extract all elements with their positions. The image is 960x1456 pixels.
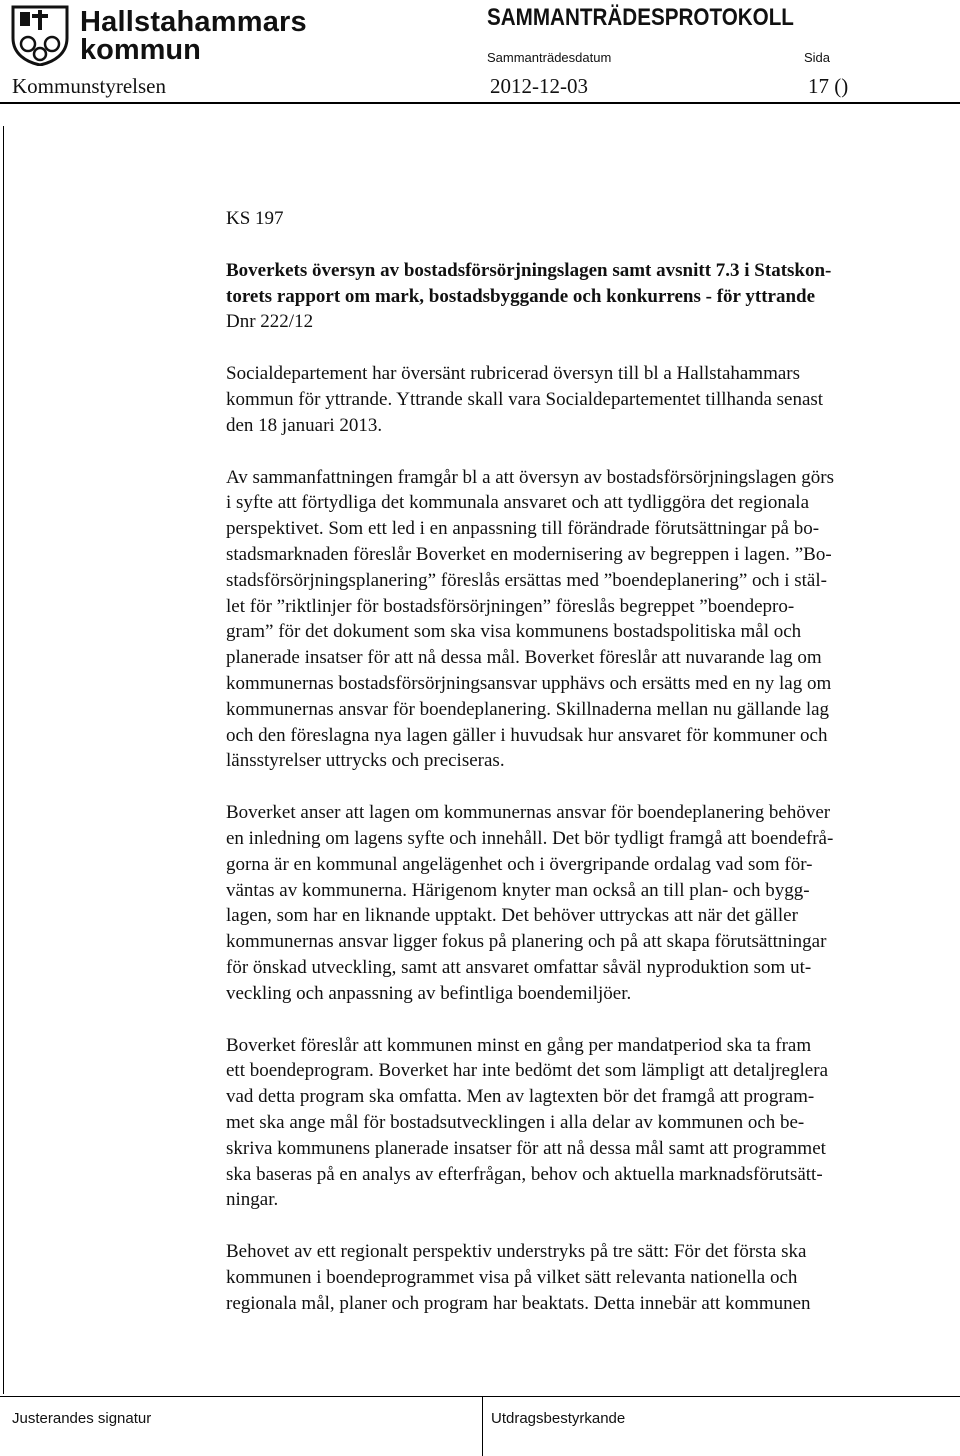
paragraph-line: lagen, som har en liknande upptakt. Det behöver uttryckas att när det gäller — [226, 905, 798, 927]
page-label: Sida — [804, 50, 831, 65]
paragraphs — [226, 361, 946, 1316]
paragraph-line: Socialdepartement har översänt rubricerad översyn till bl a Hallstahammars — [226, 363, 801, 385]
municipality-logo — [10, 4, 307, 66]
paragraph-line: väntas av kommunerna. Härigenom knyter man också an till plan- och bygg- — [226, 879, 810, 901]
paragraph — [226, 465, 946, 775]
paragraph-line: kommunen i boendeprogrammet visa på vilket sätt relevanta nationella och — [226, 1266, 798, 1288]
case-title-block — [226, 258, 946, 335]
paragraph-line: met ska ange mål för bostadsutvecklingen i alla delar av kommunen och be- — [226, 1111, 805, 1133]
meeting-date: 2012-12-03 — [490, 74, 588, 98]
footer-separator — [482, 1396, 483, 1456]
paragraph-line: let för ”riktlinjer för bostadsförsörjningen” föreslås begreppet ”boendepro- — [226, 595, 795, 617]
meeting-date-label: Sammanträdesdatum — [487, 50, 612, 65]
signature-label: Justerandes signatur — [12, 1410, 152, 1427]
paragraph-line: kommun för yttrande. Yttrande skall vara Socialdepartementet tillhanda senast — [226, 388, 824, 410]
paragraph-line: planerade insatser för att nå dessa mål. Boverket föreslår att nuvarande lag om — [226, 647, 822, 669]
paragraph-line: kommunernas ansvar ligger fokus på planering och på att skapa förutsättningar — [226, 931, 827, 953]
paragraph-line: perspektivet. Som ett led i en anpassning till förändrade förutsättningar på bo- — [226, 518, 820, 540]
paragraph-line: den 18 januari 2013. — [226, 414, 383, 436]
paragraph-line: ett boendeprogram. Boverket har inte bedömt det som lämpligt att detaljreglera — [226, 1060, 828, 1082]
organization-name: Kommunstyrelsen — [12, 74, 166, 98]
paragraph-line: skriva kommunens planerade insatser för att nå dessa mål samt att programmet — [226, 1137, 826, 1159]
footer-divider — [0, 1396, 960, 1397]
paragraph-line: vad detta program ska omfatta. Men av lagtexten bör det framgå att program- — [226, 1086, 815, 1108]
document-type: SAMMANTRÄDESPROTOKOLL — [487, 4, 794, 31]
paragraph — [226, 1239, 946, 1316]
paragraph-line: kommunernas bostadsförsörjningsansvar upphävs och ersätts med en ny lag om — [226, 672, 832, 694]
paragraph-line: och den föreslagna nya lagen gäller i huvudsak hur ansvaret för kommuner och — [226, 724, 828, 746]
paragraph-line: regionala mål, planer och program har beaktats. Detta innebär att kommunen — [226, 1292, 811, 1314]
header-divider — [0, 102, 960, 104]
case-title-line: Boverkets översyn av bostadsförsörjningslagen samt avsnitt 7.3 i Statskon- — [226, 259, 832, 281]
logo-name-line2: kommun — [80, 34, 201, 66]
left-margin-rule — [3, 126, 4, 1394]
case-diary-number: Dnr 222/12 — [226, 311, 314, 333]
paragraph — [226, 800, 946, 1006]
paragraph — [226, 1033, 946, 1214]
paragraph-line: en inledning om lagens syfte och innehåll. Det bör tydligt framgå att boendefrå- — [226, 827, 834, 849]
case-title-line: torets rapport om mark, bostadsbyggande och konkurrens - för yttrande — [226, 285, 816, 307]
document-body — [226, 206, 946, 1342]
certification-label: Utdragsbestyrkande — [491, 1410, 626, 1427]
page-number: 17 () — [808, 74, 849, 98]
paragraph — [226, 361, 946, 438]
paragraph-line: gram” för det dokument som ska visa kommunens bostadspolitiska mål och — [226, 621, 802, 643]
paragraph-line: länsstyrelser uttrycks och preciseras. — [226, 750, 505, 772]
paragraph-line: stadsförsörjningsplanering” föreslås ersättas med ”boendeplanering” och i stäl- — [226, 569, 827, 591]
paragraph-line: stadsmarknaden föreslår Boverket en modernisering av begreppen i lagen. ”Bo- — [226, 543, 832, 565]
paragraph-line: Av sammanfattningen framgår bl a att översyn av bostadsförsörjningslagen görs — [226, 466, 835, 488]
paragraph-line: i syfte att förtydliga det kommunala ansvaret och att tydliggöra det regionala — [226, 492, 810, 514]
paragraph-line: Boverket anser att lagen om kommunernas ansvar för boendeplanering behöver — [226, 802, 831, 824]
paragraph-line: för önskad utveckling, samt att ansvaret omfattar såväl nyproduktion som ut- — [226, 956, 812, 978]
logo-name-line1: Hallstahammars — [80, 6, 307, 38]
paragraph-line: Boverket föreslår att kommunen minst en gång per mandatperiod ska ta fram — [226, 1034, 812, 1056]
case-reference: KS 197 — [226, 208, 284, 229]
paragraph-line: veckling och anpassning av befintliga boendemiljöer. — [226, 982, 632, 1004]
paragraph-line: gorna är en kommunal angelägenhet och i övergripande ordalag vad som för- — [226, 853, 813, 875]
coat-of-arms-icon — [10, 4, 70, 66]
paragraph-line: kommunernas ansvar för boendeplanering. Skillnaderna mellan nu gällande lag — [226, 698, 830, 720]
paragraph-line: ska baseras på en analys av efterfrågan, behov och aktuella marknadsförutsätt- — [226, 1163, 823, 1185]
paragraph-line: Behovet av ett regionalt perspektiv understryks på tre sätt: För det första ska — [226, 1241, 807, 1263]
paragraph-line: ningar. — [226, 1189, 279, 1211]
